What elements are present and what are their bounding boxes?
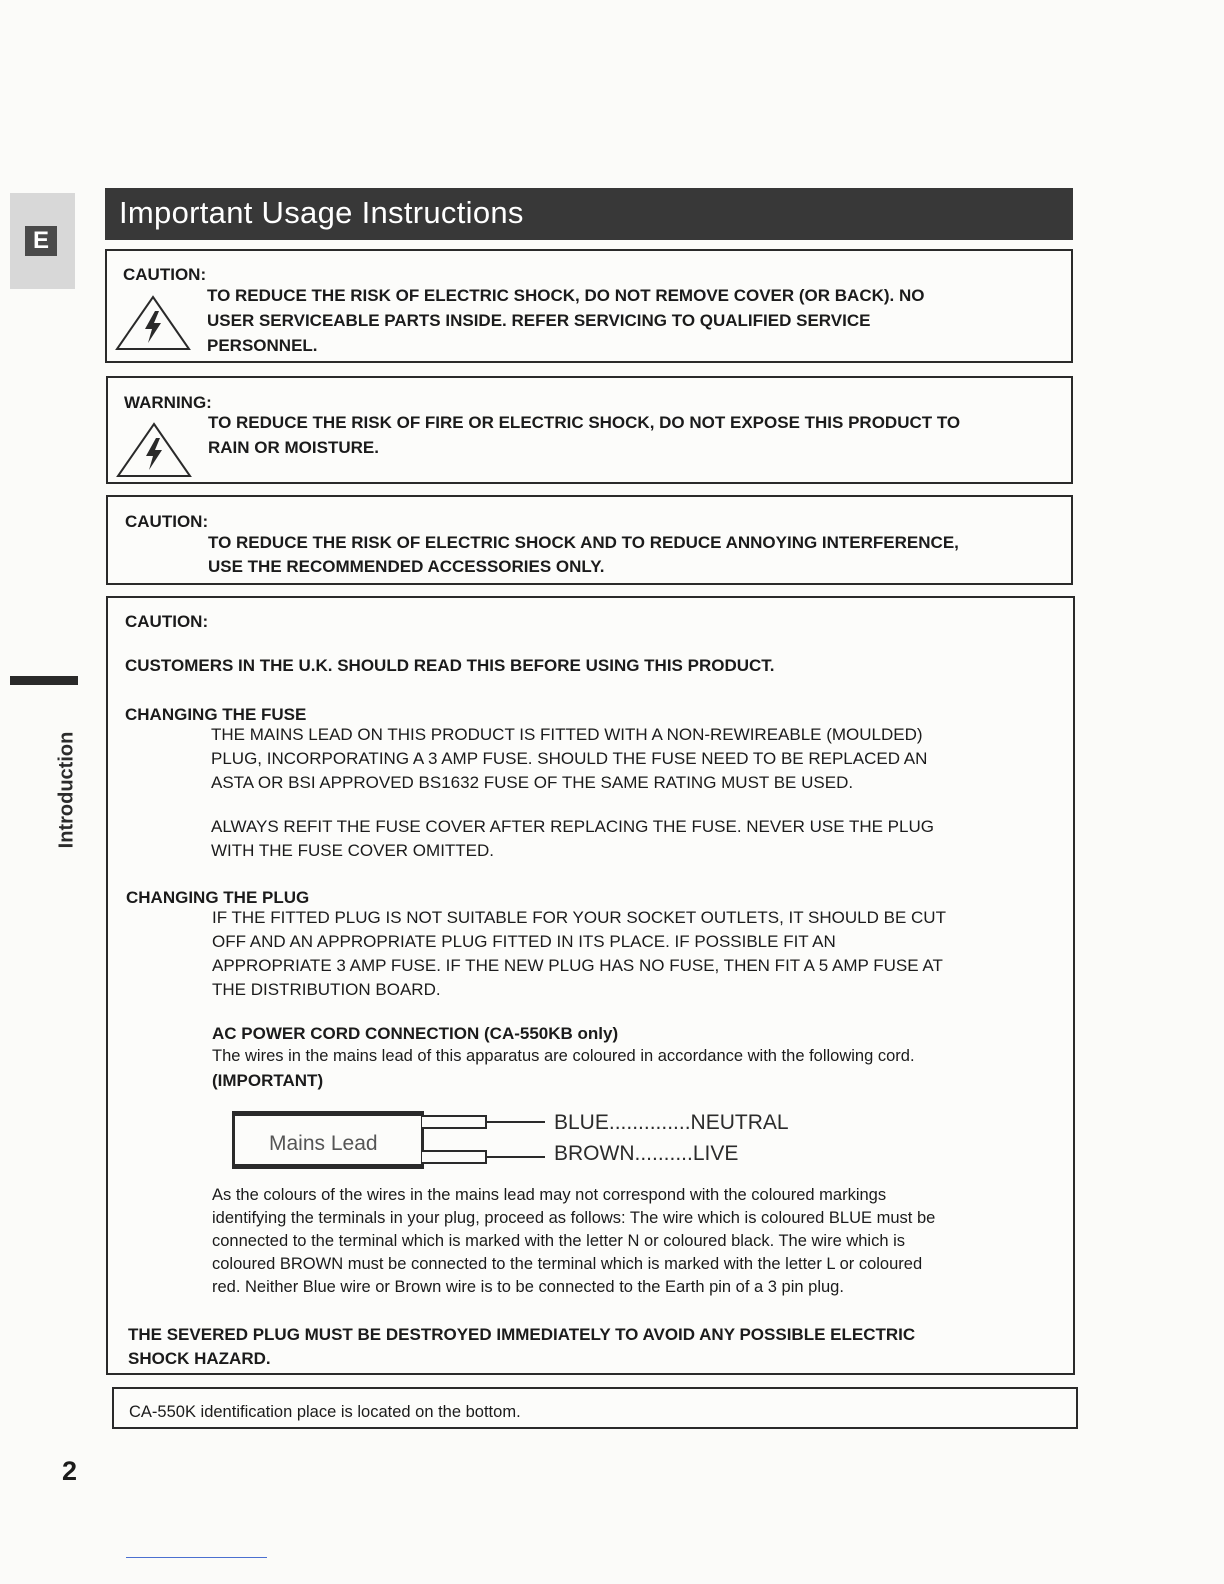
warning-triangle-icon bbox=[115, 295, 191, 351]
blue-wire-lead bbox=[487, 1121, 545, 1123]
ac-important: (IMPORTANT) bbox=[212, 1071, 324, 1090]
caution-line: TO REDUCE THE RISK OF ELECTRIC SHOCK, DO NOT REMOVE COVER (OR BACK). NO bbox=[207, 286, 925, 305]
ac-power-line: The wires in the mains lead of this apparatus are coloured in accordance with the following cord. bbox=[212, 1047, 915, 1065]
fuse-cover-line: WITH THE FUSE COVER OMITTED. bbox=[211, 841, 495, 860]
box-heading: CAUTION: bbox=[123, 265, 207, 284]
page-number: 2 bbox=[62, 1456, 78, 1486]
mains-lead-label: Mains Lead bbox=[269, 1132, 378, 1155]
mains-lead-diagram bbox=[232, 1108, 832, 1174]
fuse-heading: CHANGING THE FUSE bbox=[125, 705, 307, 724]
plug-line: OFF AND AN APPROPRIATE PLUG FITTED IN ITS PLACE. IF POSSIBLE FIT AN bbox=[212, 932, 836, 951]
plug-line: IF THE FITTED PLUG IS NOT SUITABLE FOR YOUR SOCKET OUTLETS, IT SHOULD BE CUT bbox=[212, 908, 946, 927]
colour-line: coloured BROWN must be connected to the terminal which is marked with the letter L or coloured bbox=[212, 1255, 923, 1273]
fuse-line: PLUG, INCORPORATING A 3 AMP FUSE. SHOULD THE FUSE NEED TO BE REPLACED AN bbox=[211, 749, 928, 768]
caution-box-accessories bbox=[106, 495, 1073, 585]
identification-note: CA-550K identification place is located on the bottom. bbox=[129, 1403, 521, 1421]
colour-line: identifying the terminals in your plug, proceed as follows: The wire which is coloured BLUE must be bbox=[212, 1209, 936, 1227]
language-letter: E bbox=[25, 226, 57, 256]
blue-wire bbox=[422, 1115, 487, 1129]
warning-line: TO REDUCE THE RISK OF FIRE OR ELECTRIC SHOCK, DO NOT EXPOSE THIS PRODUCT TO bbox=[208, 413, 961, 432]
section-divider bbox=[10, 676, 78, 685]
caution-line: PERSONNEL. bbox=[207, 336, 318, 355]
colour-line: connected to the terminal which is marked with the letter N or coloured black. The wire which is bbox=[212, 1232, 906, 1250]
fuse-line: THE MAINS LEAD ON THIS PRODUCT IS FITTED WITH A NON-REWIREABLE (MOULDED) bbox=[211, 725, 923, 744]
customers-notice: CUSTOMERS IN THE U.K. SHOULD READ THIS BEFORE USING THIS PRODUCT. bbox=[125, 656, 775, 675]
plug-heading: CHANGING THE PLUG bbox=[126, 888, 310, 907]
title-bar bbox=[105, 188, 1073, 240]
page-title: Important Usage Instructions bbox=[119, 195, 524, 230]
warning-triangle-icon bbox=[116, 422, 192, 478]
severed-line: THE SEVERED PLUG MUST BE DESTROYED IMMEDIATELY TO AVOID ANY POSSIBLE ELECTRIC bbox=[128, 1325, 916, 1344]
plug-line: APPROPRIATE 3 AMP FUSE. IF THE NEW PLUG HAS NO FUSE, THEN FIT A 5 AMP FUSE AT bbox=[212, 956, 943, 975]
brown-wire-label: BROWN..........LIVE bbox=[554, 1142, 739, 1165]
section-label: Introduction bbox=[55, 731, 78, 849]
colour-line: red. Neither Blue wire or Brown wire is to be connected to the Earth pin of a 3 pin plug. bbox=[212, 1278, 844, 1296]
language-tab bbox=[10, 193, 75, 289]
plug-line: THE DISTRIBUTION BOARD. bbox=[212, 980, 441, 999]
fuse-line: ASTA OR BSI APPROVED BS1632 FUSE OF THE SAME RATING MUST BE USED. bbox=[211, 773, 854, 792]
ac-power-heading: AC POWER CORD CONNECTION (CA-550KB only) bbox=[212, 1024, 619, 1043]
blue-wire-label: BLUE..............NEUTRAL bbox=[554, 1111, 789, 1134]
brown-wire-lead bbox=[487, 1156, 545, 1158]
warning-line: RAIN OR MOISTURE. bbox=[208, 438, 379, 457]
box-heading: CAUTION: bbox=[125, 512, 209, 531]
caution-line: USE THE RECOMMENDED ACCESSORIES ONLY. bbox=[208, 557, 605, 576]
uk-plug-caution-box bbox=[106, 596, 1075, 1375]
brown-wire bbox=[422, 1150, 487, 1164]
identification-note-box bbox=[112, 1387, 1078, 1429]
severed-line: SHOCK HAZARD. bbox=[128, 1349, 271, 1368]
warning-box-moisture bbox=[106, 376, 1073, 484]
caution-line: TO REDUCE THE RISK OF ELECTRIC SHOCK AND TO REDUCE ANNOYING INTERFERENCE, bbox=[208, 533, 959, 552]
box-heading: CAUTION: bbox=[125, 612, 209, 631]
mains-lead-box bbox=[232, 1111, 424, 1169]
caution-box-cover bbox=[105, 249, 1073, 363]
bottom-rule bbox=[126, 1557, 267, 1558]
colour-line: As the colours of the wires in the mains lead may not correspond with the coloured markings bbox=[212, 1186, 887, 1204]
fuse-cover-line: ALWAYS REFIT THE FUSE COVER AFTER REPLACING THE FUSE. NEVER USE THE PLUG bbox=[211, 817, 934, 836]
box-heading: WARNING: bbox=[124, 393, 212, 412]
caution-line: USER SERVICEABLE PARTS INSIDE. REFER SERVICING TO QUALIFIED SERVICE bbox=[207, 311, 871, 330]
